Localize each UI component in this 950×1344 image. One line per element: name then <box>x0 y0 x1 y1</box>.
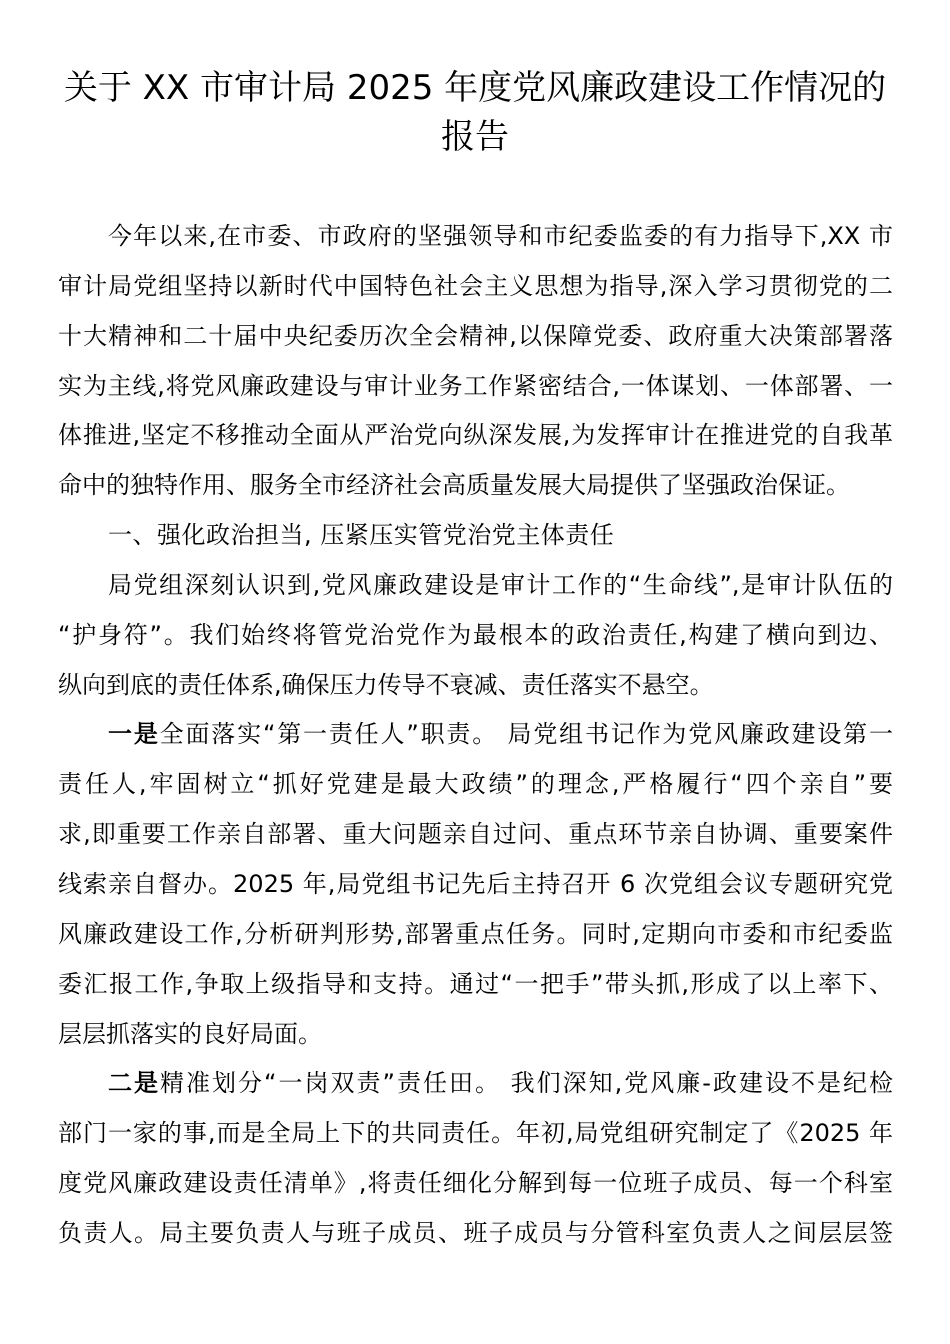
body-line: 风廉政建设工作,分析研判形势,部署重点任务。同时,定期向市委和市纪委监 <box>58 919 893 948</box>
body-line: 委汇报工作,争取上级指导和支持。通过“一把手”带头抓,形成了以上率下、 <box>58 969 893 998</box>
body-line: 命中的独特作用、服务全市经济社会高质量发展大局提供了坚强政治保证。 <box>58 471 850 500</box>
body-line: 负责人。局主要负责人与班子成员、班子成员与分管科室负责人之间层层签 <box>58 1218 893 1247</box>
body-line: 求,即重要工作亲自部署、重大问题亲自过问、重点环节亲自协调、重要案件 <box>58 820 893 849</box>
body-line: 度党风廉政建设责任清单》,将责任细化分解到每一位班子成员、每一个科室 <box>58 1169 893 1198</box>
body-line: 责任人,牢固树立“抓好党建是最大政绩”的理念,严格履行“四个亲自”要 <box>58 770 893 799</box>
section-heading: 一、强化政治担当, 压紧压实管党治党主体责任 <box>108 521 615 550</box>
body-line: 局党组深刻认识到,党风廉政建设是审计工作的“生命线”,是审计队伍的 <box>108 570 893 599</box>
body-line: 部门一家的事,而是全局上下的共同责任。年初,局党组研究制定了《2025 年 <box>58 1119 893 1148</box>
intro-paragraph <box>58 212 893 511</box>
body-line-text: 全面落实“第一责任人”职责。 局党组书记作为党风廉政建设第一 <box>159 720 894 749</box>
body-line: 纵向到底的责任体系,确保压力传导不衰减、责任落实不悬空。 <box>58 670 714 699</box>
point-1-paragraph <box>58 710 893 1059</box>
body-line: 体推进,坚定不移推动全面从严治党向纵深发展,为发挥审计在推进党的自我革 <box>58 421 893 450</box>
title-line-1: 关于 XX 市审计局 2025 年度党风廉政建设工作情况的 <box>63 68 887 108</box>
body-line: 审计局党组坚持以新时代中国特色社会主义思想为指导,深入学习贯彻党的二 <box>58 271 893 300</box>
bold-lead: 二是 <box>108 1069 161 1098</box>
body-line: 十大精神和二十届中央纪委历次全会精神,以保障党委、政府重大决策部署落 <box>58 321 893 350</box>
title-line-2: 报告 <box>441 117 509 157</box>
point-2-paragraph <box>58 1059 893 1258</box>
document-title <box>30 64 920 162</box>
bold-lead: 一是 <box>108 720 160 749</box>
body-line-text: 精准划分“一岗双责”责任田。 我们深知,党风廉-政建设不是纪检 <box>160 1069 893 1098</box>
body-line: 今年以来,在市委、市政府的坚强领导和市纪委监委的有力指导下,XX 市 <box>108 222 893 250</box>
body-line <box>58 710 893 760</box>
body-line: 实为主线,将党风廉政建设与审计业务工作紧密结合,一体谋划、一体部署、一 <box>58 371 893 400</box>
document-body <box>58 212 893 1259</box>
body-line: 线索亲自督办。2025 年,局党组书记先后主持召开 6 次党组会议专题研究党 <box>58 869 893 898</box>
body-line: “护身符”。我们始终将管党治党作为最根本的政治责任,构建了横向到边、 <box>58 620 893 649</box>
body-line: 层层抓落实的良好局面。 <box>58 1019 322 1048</box>
section-summary-paragraph <box>58 561 893 711</box>
body-line <box>58 1059 893 1109</box>
